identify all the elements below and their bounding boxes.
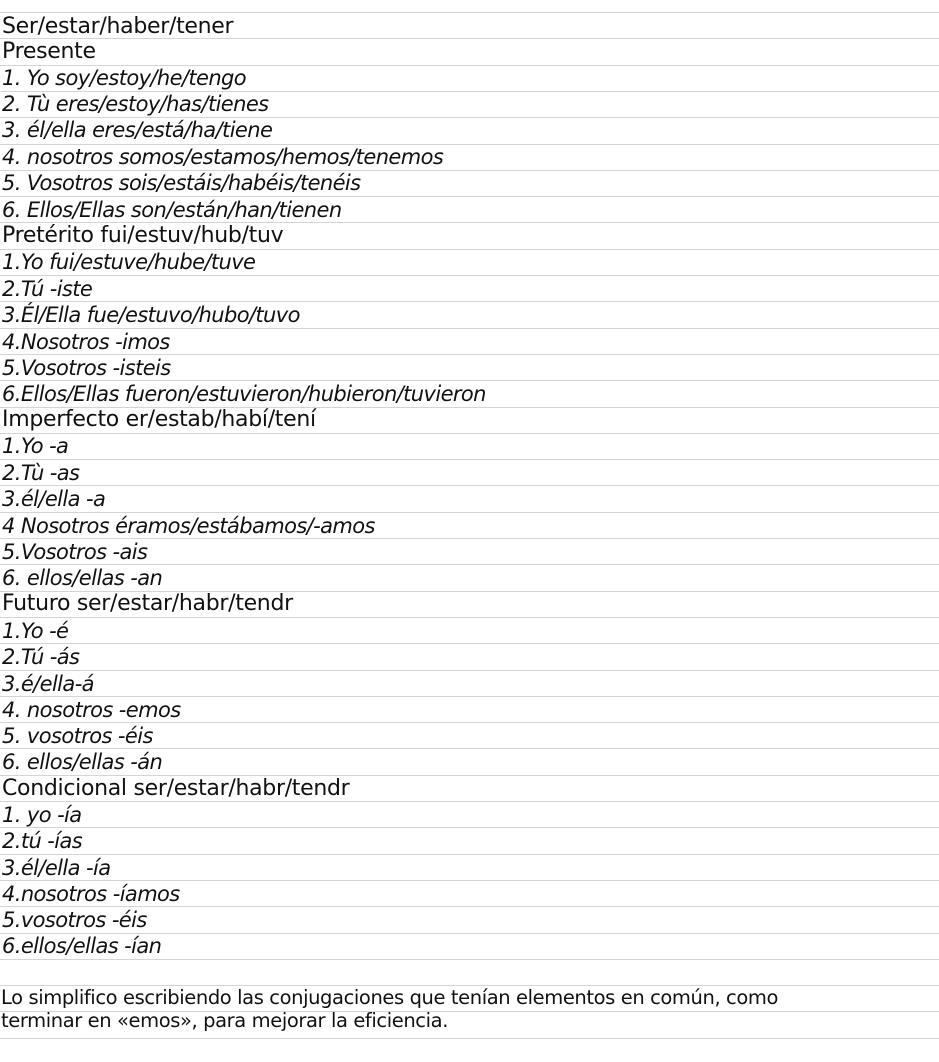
- summary-note-line-1: Lo simplifico escribiendo las conjugaciones que tenían elementos en común, como: [1, 986, 779, 1009]
- conjugation-line: 5. Vosotros sois/estáis/habéis/tenéis: [2, 171, 361, 195]
- section-heading-imperfecto: Imperfecto er/estab/habí/tení: [2, 407, 316, 432]
- summary-note-line-2: terminar en «emos», para mejorar la eficiencia.: [1, 1009, 448, 1032]
- conjugation-line: 1.Yo -a: [2, 434, 69, 458]
- conjugation-line: 6. Ellos/Ellas son/están/han/tienen: [2, 198, 342, 222]
- conjugation-line: 2. Tù eres/estoy/has/tienes: [2, 92, 269, 116]
- conjugation-line: 5.Vosotros -ais: [2, 540, 148, 564]
- conjugation-line: 5.vosotros -éis: [2, 908, 147, 932]
- conjugation-line: 4.Nosotros -imos: [2, 330, 170, 354]
- section-heading-futuro: Futuro ser/estar/habr/tendr: [2, 591, 293, 616]
- conjugation-line: 2.tú -ías: [2, 829, 83, 853]
- conjugation-line: 1.Yo -é: [2, 619, 69, 643]
- section-heading-preterito: Pretérito fui/estuv/hub/tuv: [2, 223, 284, 248]
- conjugation-line: 4. nosotros somos/estamos/hemos/tenemos: [2, 145, 444, 169]
- conjugation-line: 3.él/ella -ía: [2, 856, 111, 880]
- conjugation-line: 1. Yo soy/estoy/he/tengo: [2, 66, 247, 90]
- conjugation-line: 5. vosotros -éis: [2, 724, 153, 748]
- conjugation-line: 3.é/ella-á: [2, 672, 94, 696]
- section-heading-condicional: Condicional ser/estar/habr/tendr: [2, 776, 350, 801]
- conjugation-line: 6.Ellos/Ellas fueron/estuvieron/hubieron/tuvieron: [2, 382, 486, 406]
- conjugation-line: 2.Tù -as: [2, 461, 80, 485]
- conjugation-line: 4 Nosotros éramos/estábamos/-amos: [2, 514, 375, 538]
- conjugation-line: 4. nosotros -emos: [2, 698, 181, 722]
- conjugation-line: 6.ellos/ellas -ían: [2, 934, 162, 958]
- conjugation-line: 6. ellos/ellas -an: [2, 566, 163, 590]
- conjugation-line: 5.Vosotros -isteis: [2, 356, 171, 380]
- conjugation-line: 3.Él/Ella fue/estuvo/hubo/tuvo: [2, 303, 300, 327]
- conjugation-line: 1.Yo fui/estuve/hube/tuve: [2, 250, 256, 274]
- page-title: Ser/estar/haber/tener: [2, 14, 234, 39]
- conjugation-line: 3. él/ella eres/está/ha/tiene: [2, 118, 273, 142]
- conjugation-line: 3.él/ella -a: [2, 487, 106, 511]
- section-heading-presente: Presente: [2, 39, 96, 64]
- conjugation-line: 6. ellos/ellas -án: [2, 750, 163, 774]
- conjugation-line: 4.nosotros -íamos: [2, 882, 180, 906]
- conjugation-line: 2.Tú -iste: [2, 277, 93, 301]
- conjugation-line: 2.Tú -ás: [2, 645, 80, 669]
- conjugation-line: 1. yo -ía: [2, 803, 82, 827]
